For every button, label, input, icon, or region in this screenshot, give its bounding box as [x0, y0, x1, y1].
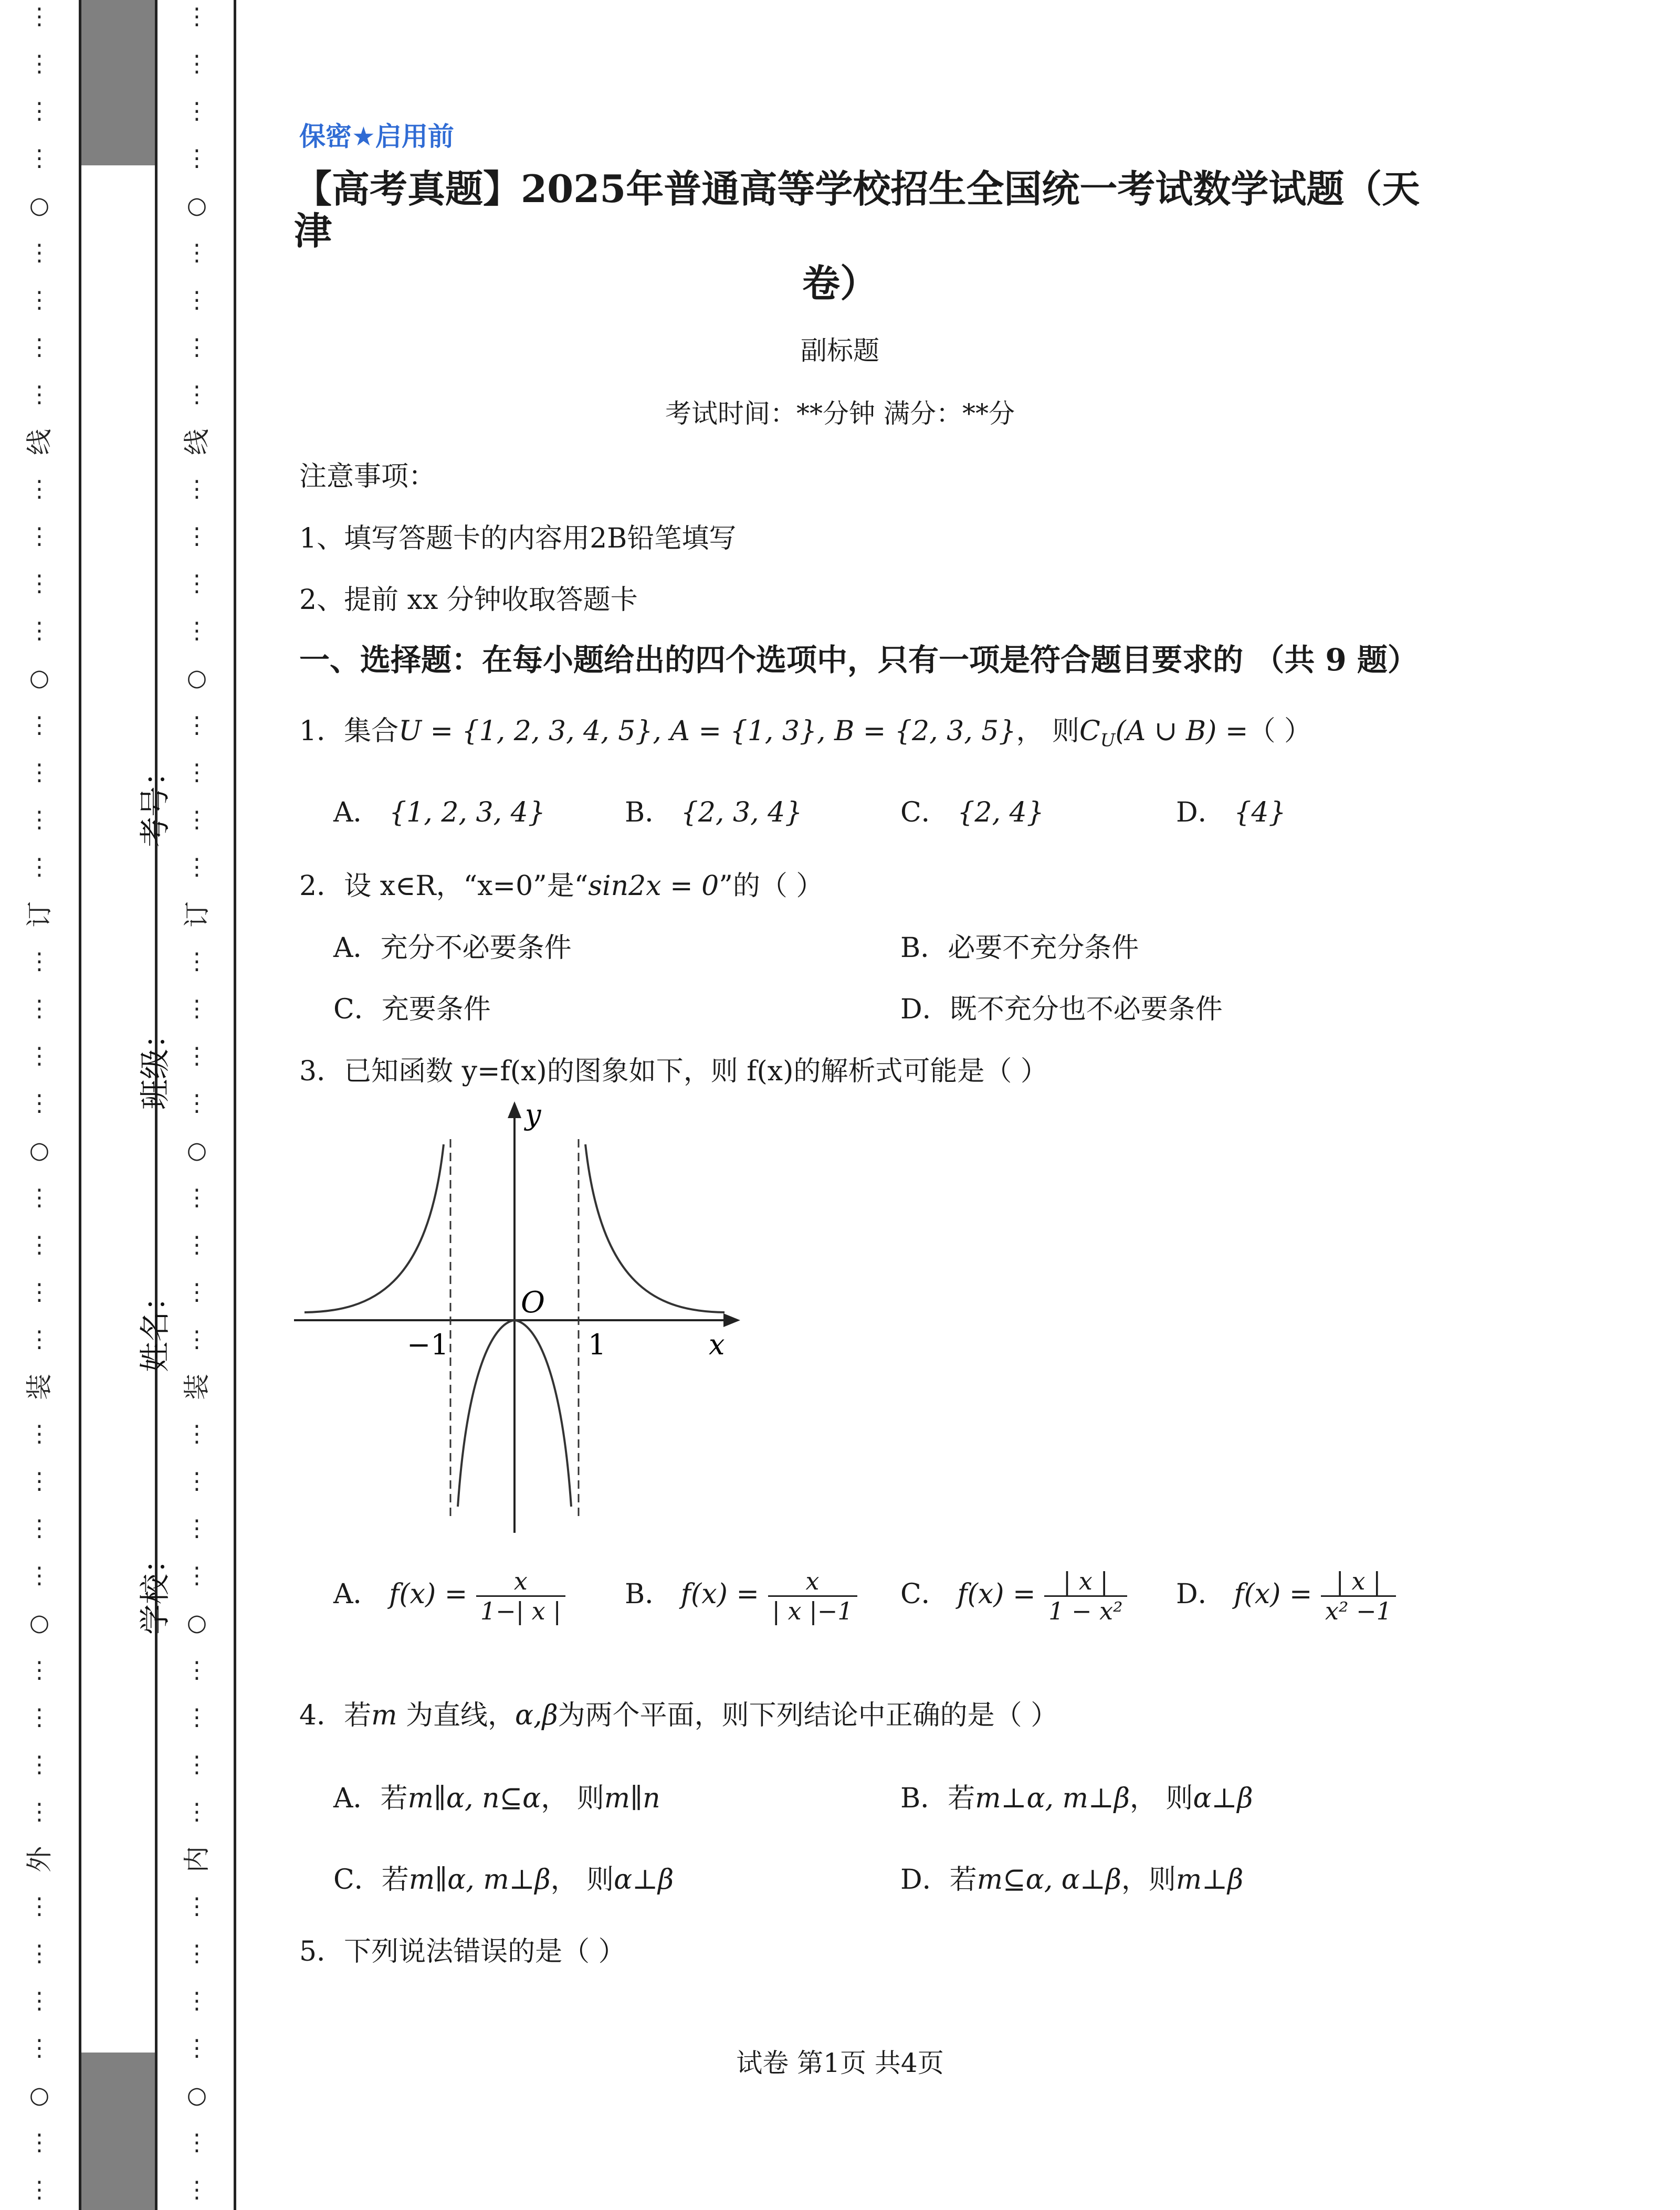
- inner-dots: ⋮: [185, 995, 208, 1022]
- outer-dots: ⋮: [28, 1326, 51, 1353]
- inner-circle: ○: [186, 192, 207, 219]
- outer-dots: ⋮: [28, 50, 51, 77]
- notice-item-2: 2、提前 xx 分钟收取答题卡: [299, 584, 638, 616]
- inner-dots: ⋮: [185, 1987, 208, 2014]
- name-label: 姓名：: [137, 1281, 173, 1373]
- q4-option-c-letter: C．: [333, 1864, 382, 1896]
- question-4: [299, 1693, 1058, 1732]
- outer-circle: ○: [29, 1137, 50, 1164]
- inner-binding-label: 订: [182, 901, 212, 928]
- q1-paren: （ ）: [1248, 715, 1312, 747]
- outer-dots: ⋮: [28, 1279, 51, 1306]
- inner-dots: ⋮: [185, 381, 208, 408]
- q1-option-a[interactable]: [333, 790, 545, 829]
- inner-dots: ⋮: [185, 1468, 208, 1495]
- q4-option-a-letter: A．: [333, 1783, 381, 1814]
- tick-pos-one: 1: [588, 1328, 606, 1361]
- x-axis-arrow: [723, 1313, 740, 1327]
- inner-dots: ⋮: [185, 1184, 208, 1211]
- q4-option-d[interactable]: [900, 1857, 1243, 1897]
- inner-dots: ⋮: [185, 3, 208, 30]
- outer-dots: ⋮: [28, 2176, 51, 2203]
- inner-dots: ⋮: [185, 1798, 208, 1825]
- q2-suffix: ”的（ ）: [719, 870, 824, 902]
- outer-circle: ○: [29, 1609, 50, 1636]
- q4-option-c-mid: ， 则: [550, 1864, 614, 1896]
- inner-dots: ⋮: [185, 948, 208, 975]
- q3-option-b-numerator: x: [768, 1567, 857, 1597]
- inner-circle: ○: [186, 665, 207, 691]
- q4-option-d-letter: D．: [900, 1864, 950, 1896]
- q4-option-a-result: m∥n: [604, 1783, 660, 1814]
- q4-option-a-condition: m∥α, n⊆α: [407, 1783, 541, 1814]
- q4-option-a-pre: 若: [380, 1783, 408, 1814]
- q4-option-d-pre: 若: [949, 1864, 977, 1896]
- q2-option-b[interactable]: [900, 925, 1139, 965]
- inner-binding-label: 装: [182, 1374, 212, 1400]
- q2-option-d[interactable]: [900, 987, 1223, 1026]
- outer-dots: ⋮: [28, 1657, 51, 1683]
- q4-option-c-condition: m∥α, m⊥β: [408, 1864, 551, 1896]
- outer-dots: ⋮: [28, 948, 51, 975]
- inner-dots: ⋮: [185, 617, 208, 644]
- inner-dots: ⋮: [185, 806, 208, 833]
- page-footer: 试卷 第1页 共4页: [736, 2048, 944, 2078]
- inner-binding-label: 线: [182, 429, 212, 455]
- outer-dots: ⋮: [28, 806, 51, 833]
- outer-dots: ⋮: [28, 1893, 51, 1920]
- q2-option-c[interactable]: [333, 987, 491, 1026]
- inner-dots: ⋮: [185, 145, 208, 172]
- q3-option-d-numerator: | x |: [1321, 1567, 1396, 1597]
- inner-dots: ⋮: [185, 50, 208, 77]
- outer-dots: ⋮: [28, 523, 51, 550]
- outer-dots: ⋮: [28, 2129, 51, 2156]
- outer-dots: ⋮: [28, 995, 51, 1022]
- inner-dots: ⋮: [185, 1090, 208, 1117]
- q1-option-a-value: {1, 2, 3, 4}: [389, 797, 545, 828]
- q2-option-a-value: 充分不必要条件: [380, 932, 572, 964]
- q1-option-c-value: {2, 4}: [957, 797, 1044, 828]
- inner-dots: ⋮: [185, 1940, 208, 1967]
- outer-dots: ⋮: [28, 1987, 51, 2014]
- q1-complement-expression: (A ∪ B) =: [1115, 715, 1248, 747]
- notice-item-1: 1、填写答题卡的内容用2B铅笔填写: [299, 523, 737, 554]
- q1-option-d[interactable]: [1176, 790, 1286, 829]
- outer-dots: ⋮: [28, 287, 51, 313]
- q1-set-expression: U = {1, 2, 3, 4, 5}, A = {1, 3}, B = {2, 3, 5}: [398, 715, 1016, 747]
- curve-right-branch: [585, 1144, 724, 1312]
- outer-dots: ⋮: [28, 759, 51, 786]
- q4-option-d-result: m⊥β: [1175, 1864, 1244, 1896]
- q4-suffix: 为两个平面，则下列结论中正确的是（ ）: [558, 1700, 1058, 1731]
- q1-complement-subscript: U: [1100, 730, 1116, 751]
- inner-dots: ⋮: [185, 2035, 208, 2061]
- q3-option-a-denominator: 1−| x |: [480, 1597, 561, 1625]
- q3-option-d-denominator: x² −1: [1325, 1597, 1392, 1625]
- q2-expression: sin2x = 0: [588, 870, 719, 902]
- class-label: 班级：: [137, 1018, 173, 1110]
- q1-option-b-letter: B．: [625, 797, 673, 828]
- q2-option-b-letter: B．: [900, 932, 948, 964]
- outer-dots: ⋮: [28, 617, 51, 644]
- notice-heading: 注意事项：: [299, 461, 436, 492]
- q1-option-c[interactable]: [900, 790, 1044, 829]
- q4-option-b-result: α⊥β: [1193, 1783, 1253, 1814]
- q2-option-c-value: 充要条件: [381, 994, 491, 1025]
- inner-dots: ⋮: [185, 1420, 208, 1447]
- inner-dots: ⋮: [185, 98, 208, 124]
- q4-option-b-mid: ， 则: [1129, 1783, 1193, 1814]
- q1-option-d-value: {4}: [1234, 797, 1286, 828]
- inner-dots: ⋮: [185, 523, 208, 550]
- q1-prefix: 1．集合: [299, 715, 399, 747]
- q3-option-a-lhs: f(x) =: [389, 1578, 468, 1610]
- outer-dots: ⋮: [28, 98, 51, 124]
- q4-m: m: [371, 1700, 397, 1731]
- question-3: 3．已知函数 y=f(x)的图象如下，则 f(x)的解析式可能是（ ）: [299, 1056, 1048, 1087]
- q3-option-c-denominator: 1 − x²: [1048, 1597, 1123, 1625]
- tick-neg-one: −1: [407, 1328, 449, 1361]
- outer-binding-label: 订: [24, 901, 55, 928]
- q4-option-b-pre: 若: [948, 1783, 975, 1814]
- q4-mid: 为直线，: [405, 1700, 515, 1731]
- school-label: 学校：: [137, 1543, 173, 1635]
- inner-dots: ⋮: [185, 1704, 208, 1731]
- inner-dots: ⋮: [185, 1657, 208, 1683]
- q3-option-d[interactable]: [1176, 1567, 1396, 1625]
- outer-dots: ⋮: [28, 1420, 51, 1447]
- outer-dots: ⋮: [28, 2035, 51, 2061]
- outer-circle: ○: [29, 2082, 50, 2109]
- outer-dots: ⋮: [28, 1751, 51, 1778]
- inner-circle: ○: [186, 1137, 207, 1164]
- confidential-mark: 保密★启用前: [299, 121, 454, 152]
- inner-dots: ⋮: [185, 334, 208, 361]
- inner-dots: ⋮: [185, 2129, 208, 2156]
- q4-prefix: 4．若: [299, 1700, 372, 1731]
- q4-option-b[interactable]: [900, 1776, 1253, 1815]
- q2-option-c-letter: C．: [333, 994, 382, 1025]
- q1-complement-symbol: C: [1079, 715, 1100, 747]
- q2-option-a[interactable]: [333, 925, 572, 965]
- question-1: [299, 709, 1311, 751]
- subtitle: 副标题: [801, 335, 879, 366]
- outer-dots: ⋮: [28, 1184, 51, 1211]
- page-title: 【高考真题】2025年普通高等学校招生全国统一考试数学试题（天津: [294, 166, 1420, 253]
- q3-option-a-fraction: [476, 1567, 565, 1625]
- outer-dots: ⋮: [28, 1232, 51, 1258]
- q4-option-c[interactable]: [333, 1857, 674, 1897]
- inner-dots: ⋮: [185, 570, 208, 597]
- q2-option-d-letter: D．: [900, 994, 950, 1025]
- q4-option-b-letter: B．: [900, 1783, 948, 1814]
- q4-option-c-result: α⊥β: [614, 1864, 674, 1896]
- inner-dots: ⋮: [185, 1515, 208, 1542]
- q1-mid: ， 则: [1016, 715, 1079, 747]
- inner-dots: ⋮: [185, 287, 208, 313]
- outer-dots: ⋮: [28, 239, 51, 266]
- page-title-line2: 卷）: [802, 261, 878, 306]
- inner-dots: ⋮: [185, 1279, 208, 1306]
- section-heading: 一、选择题：在每小题给出的四个选项中，只有一项是符合题目要求的 （共 9 题）: [299, 642, 1418, 678]
- q3-option-d-fraction: [1321, 1567, 1396, 1625]
- q4-alpha-beta: α,β: [514, 1700, 558, 1731]
- q4-option-d-condition: m⊆α, α⊥β: [976, 1864, 1121, 1896]
- inner-dots: ⋮: [185, 712, 208, 739]
- inner-dots: ⋮: [185, 854, 208, 880]
- q1-option-d-letter: D．: [1176, 797, 1225, 828]
- q3-option-c-lhs: f(x) =: [957, 1578, 1036, 1610]
- q3-option-c-fraction: [1044, 1567, 1127, 1625]
- q2-prefix: 2．设 x∈R，“x=0”是“: [299, 870, 589, 902]
- q3-option-a-letter: A．: [333, 1578, 381, 1610]
- q3-option-b[interactable]: [625, 1567, 857, 1625]
- inner-dots: ⋮: [185, 239, 208, 266]
- q3-function-graph: [294, 1097, 751, 1538]
- exam-info: 考试时间：**分钟 满分：**分: [665, 398, 1015, 429]
- outer-circle: ○: [29, 665, 50, 691]
- outer-dots: ⋮: [28, 1940, 51, 1967]
- curve-left-branch: [304, 1144, 444, 1312]
- q1-option-a-letter: A．: [333, 797, 381, 828]
- q3-option-d-letter: D．: [1176, 1578, 1225, 1610]
- outer-dots: ⋮: [28, 3, 51, 30]
- outer-circle: ○: [29, 192, 50, 219]
- outer-dots: ⋮: [28, 1798, 51, 1825]
- outer-dots: ⋮: [28, 854, 51, 880]
- q2-option-d-value: 既不充分也不必要条件: [949, 994, 1223, 1025]
- q4-option-c-pre: 若: [381, 1864, 409, 1896]
- outer-binding-label: 外: [24, 1846, 55, 1872]
- q2-option-a-letter: A．: [333, 932, 381, 964]
- q1-option-b-value: {2, 3, 4}: [680, 797, 803, 828]
- inner-dots: ⋮: [185, 1893, 208, 1920]
- q3-option-a-numerator: x: [476, 1567, 565, 1597]
- outer-dots: ⋮: [28, 1043, 51, 1069]
- outer-dots: ⋮: [28, 1468, 51, 1495]
- q3-option-c-numerator: | x |: [1044, 1567, 1127, 1597]
- outer-binding-label: 装: [24, 1374, 55, 1400]
- q3-option-a[interactable]: [333, 1567, 565, 1625]
- q1-option-b[interactable]: [625, 790, 802, 829]
- gray-block-top: [81, 0, 155, 165]
- y-axis-label: y: [525, 1098, 541, 1131]
- q4-option-a-mid: ， 则: [541, 1783, 604, 1814]
- inner-dots: ⋮: [185, 476, 208, 502]
- q3-option-b-letter: B．: [625, 1578, 673, 1610]
- outer-dots: ⋮: [28, 1704, 51, 1731]
- outer-dots: ⋮: [28, 476, 51, 502]
- inner-dots: ⋮: [185, 1562, 208, 1589]
- q3-option-b-lhs: f(x) =: [680, 1578, 759, 1610]
- outer-dots: ⋮: [28, 1562, 51, 1589]
- outer-binding-label: 线: [24, 429, 55, 455]
- q1-option-c-letter: C．: [900, 797, 949, 828]
- outer-dots: ⋮: [28, 381, 51, 408]
- outer-dots: ⋮: [28, 1515, 51, 1542]
- q3-option-d-lhs: f(x) =: [1234, 1578, 1312, 1610]
- outer-dots: ⋮: [28, 712, 51, 739]
- inner-dots: ⋮: [185, 1043, 208, 1069]
- q2-option-b-value: 必要不充分条件: [948, 932, 1139, 964]
- q3-option-b-denominator: | x |−1: [772, 1597, 853, 1625]
- outer-dots: ⋮: [28, 1090, 51, 1117]
- outer-dots: ⋮: [28, 334, 51, 361]
- inner-circle: ○: [186, 2082, 207, 2109]
- q3-option-c[interactable]: [900, 1567, 1127, 1625]
- inner-dots: ⋮: [185, 1751, 208, 1778]
- question-2: [299, 864, 823, 903]
- inner-binding-label: 内: [182, 1846, 212, 1872]
- q4-option-b-condition: m⊥α, m⊥β: [975, 1783, 1130, 1814]
- q4-option-a[interactable]: [333, 1776, 660, 1815]
- y-axis-arrow: [508, 1101, 521, 1118]
- origin-label: O: [521, 1286, 545, 1320]
- inner-dots: ⋮: [185, 1326, 208, 1353]
- inner-dots: ⋮: [185, 2176, 208, 2203]
- x-axis-label: x: [709, 1328, 725, 1361]
- q3-option-b-fraction: [768, 1567, 857, 1625]
- exam-number-label: 考号：: [137, 756, 173, 848]
- question-5: 5．下列说法错误的是（ ）: [299, 1936, 626, 1967]
- inner-circle: ○: [186, 1609, 207, 1636]
- outer-dots: ⋮: [28, 145, 51, 172]
- q4-option-d-mid: ，则: [1121, 1864, 1176, 1896]
- inner-dots: ⋮: [185, 1232, 208, 1258]
- outer-dots: ⋮: [28, 570, 51, 597]
- inner-dots: ⋮: [185, 759, 208, 786]
- q3-option-c-letter: C．: [900, 1578, 949, 1610]
